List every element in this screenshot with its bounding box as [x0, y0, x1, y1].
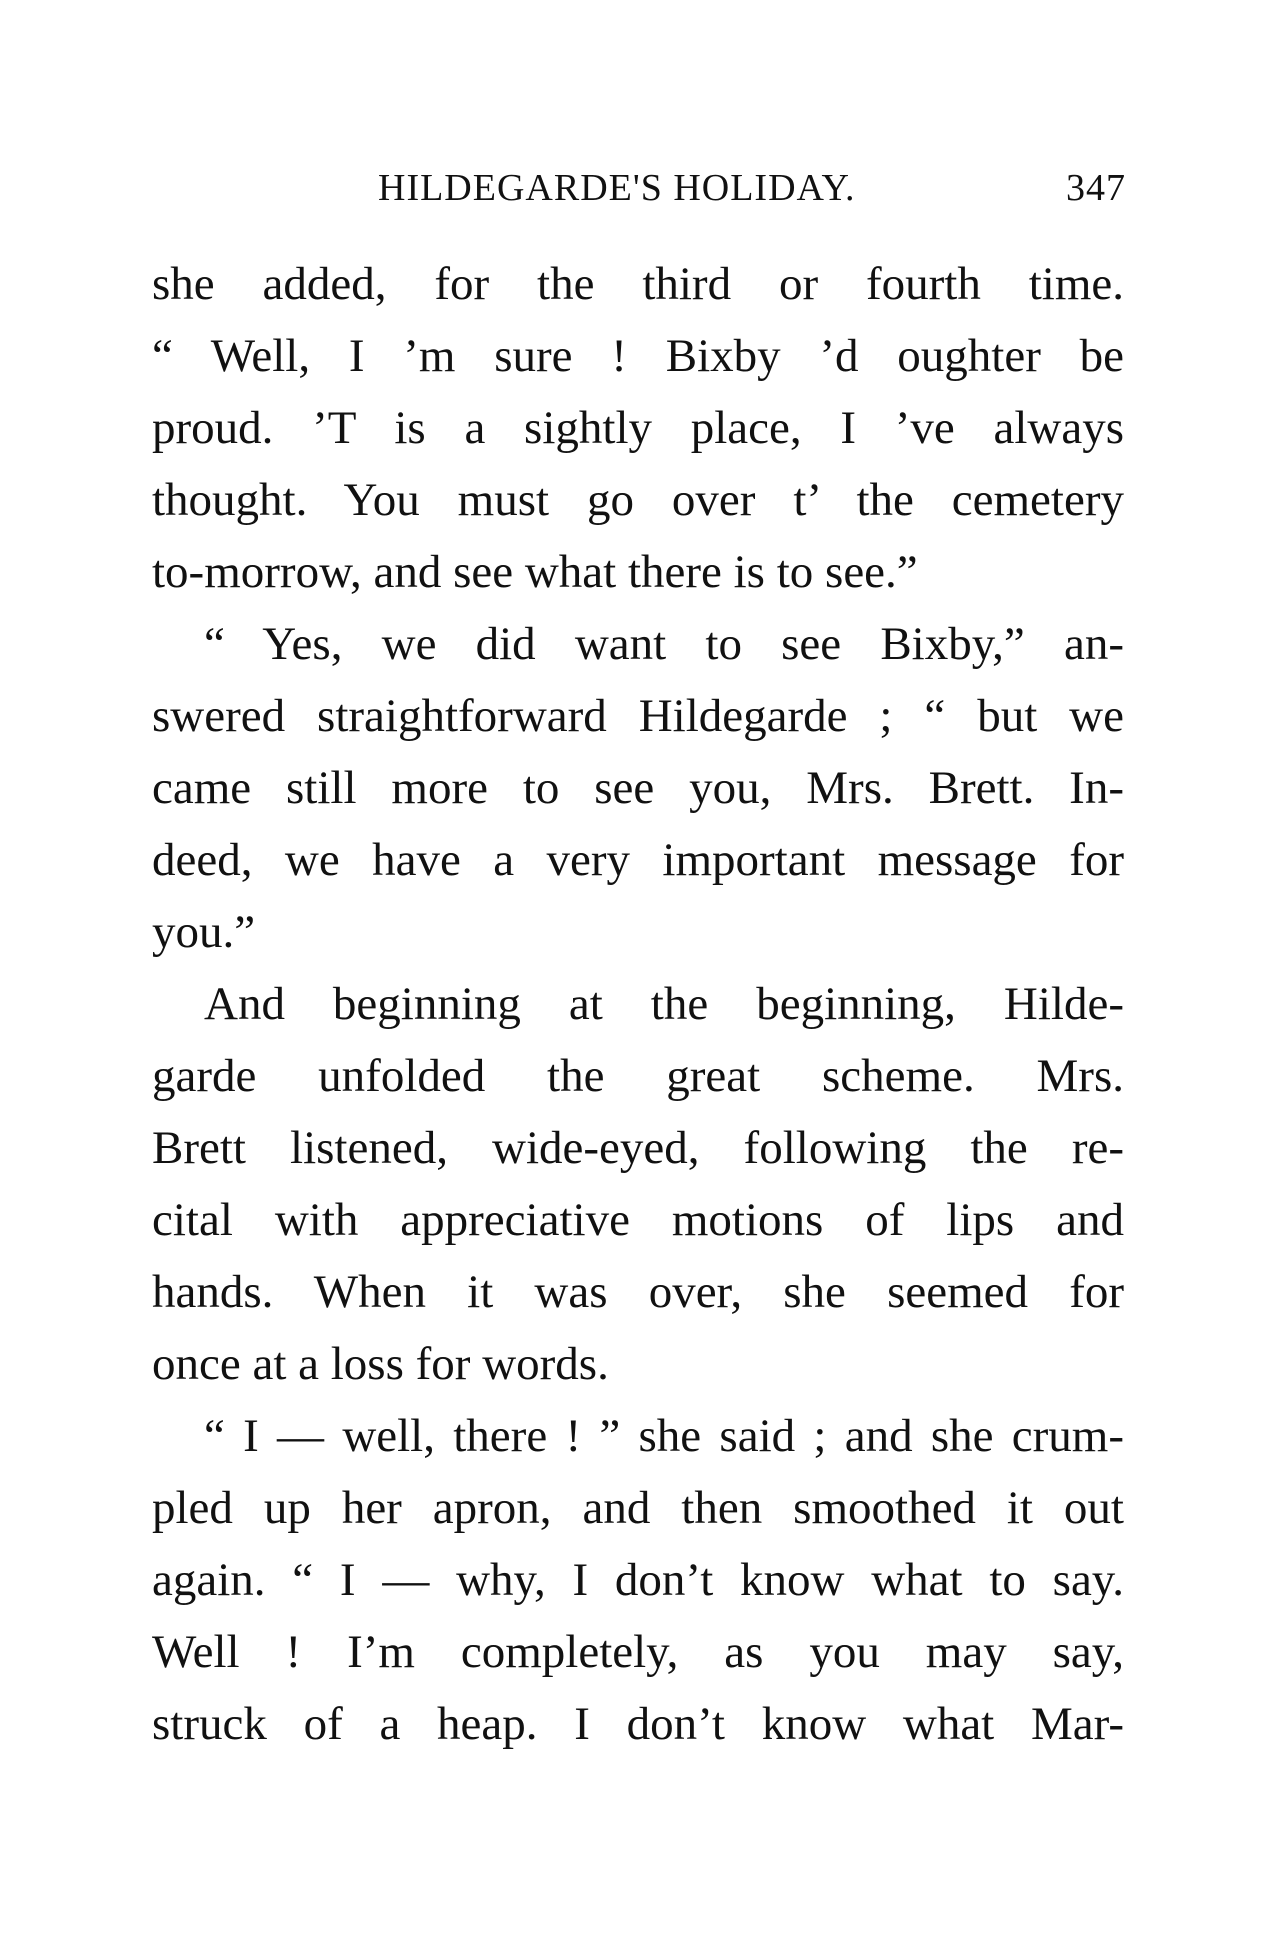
text-line: Well ! I’m completely, as you may say, [152, 1626, 1124, 1678]
text-line: she added, for the third or fourth time. [152, 258, 1124, 310]
text-line: thought. You must go over t’ the cemetery [152, 474, 1124, 526]
running-title: HILDEGARDE'S HOLIDAY. [378, 167, 856, 209]
body-text [152, 248, 1124, 1760]
text-line: came still more to see you, Mrs. Brett. In- [152, 762, 1124, 814]
text-line: proud. ’T is a sightly place, I ’ve always [152, 402, 1124, 454]
running-head [378, 166, 1126, 216]
text-line: struck of a heap. I don’t know what Mar- [152, 1698, 1124, 1750]
text-line: cital with appreciative motions of lips and [152, 1194, 1124, 1246]
text-line: “ Well, I ’m sure ! Bixby ’d oughter be [152, 330, 1124, 382]
text-line: Brett listened, wide-eyed, following the re- [152, 1122, 1124, 1174]
text-line: hands. When it was over, she seemed for [152, 1266, 1124, 1318]
text-line: deed, we have a very important message for [152, 834, 1124, 886]
text-line: pled up her apron, and then smoothed it out [152, 1482, 1124, 1534]
text-line: swered straightforward Hildegarde ; “ but we [152, 690, 1124, 742]
text-line: garde unfolded the great scheme. Mrs. [152, 1050, 1124, 1102]
text-line: again. “ I — why, I don’t know what to say. [152, 1554, 1124, 1606]
text-line: you.” [152, 906, 256, 958]
text-line: “ Yes, we did want to see Bixby,” an- [204, 618, 1124, 670]
text-line: to-morrow, and see what there is to see.” [152, 546, 918, 598]
page-number: 347 [1066, 167, 1126, 209]
text-line: And beginning at the beginning, Hilde- [204, 978, 1124, 1030]
text-line: “ I — well, there ! ” she said ; and she crum- [204, 1410, 1124, 1462]
text-line: once at a loss for words. [152, 1338, 609, 1390]
